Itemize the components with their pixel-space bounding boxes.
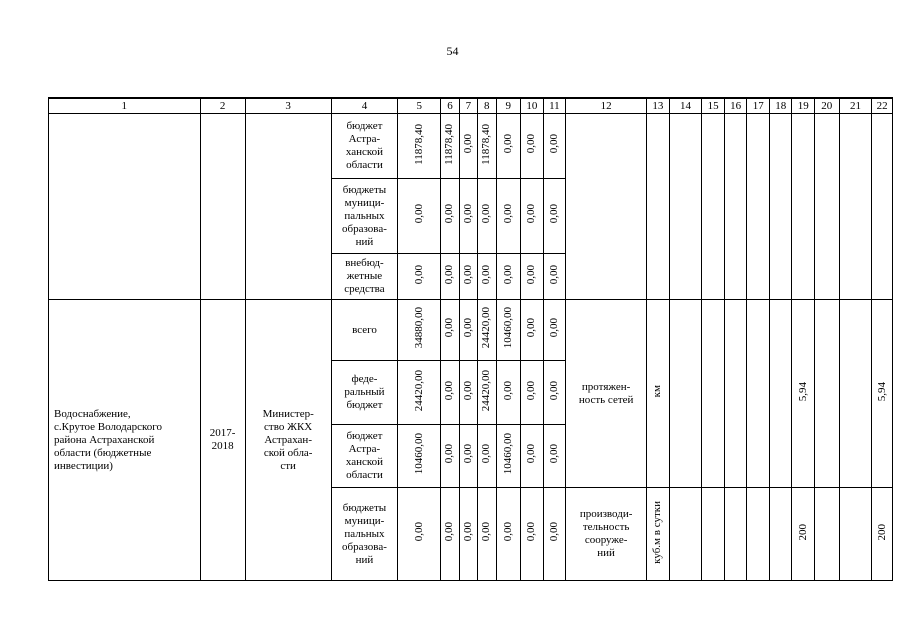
vertical-value: 34880,00 bbox=[412, 307, 425, 349]
source-cell bbox=[331, 425, 398, 488]
text-line: ральный bbox=[344, 386, 385, 398]
indicator-value-col19 bbox=[792, 488, 815, 581]
vertical-value: 0,00 bbox=[443, 444, 456, 464]
vertical-value: 0,00 bbox=[501, 264, 514, 285]
value-cell-col7 bbox=[459, 425, 477, 488]
text-line: муници- bbox=[344, 196, 385, 209]
empty-cell-col18 bbox=[769, 114, 792, 300]
indicator-empty-col14 bbox=[669, 488, 702, 581]
value-cell-col6 bbox=[441, 179, 459, 254]
text-line: района Астраханской bbox=[54, 433, 155, 446]
column-number-17: 17 bbox=[747, 98, 770, 114]
text-line: внебюд- bbox=[345, 257, 384, 269]
value-cell-col6 bbox=[441, 425, 459, 488]
empty-cell-col19 bbox=[792, 114, 815, 300]
vertical-value: 0,00 bbox=[525, 204, 538, 224]
text-line: образова- bbox=[342, 222, 387, 235]
value-cell-col5 bbox=[398, 425, 441, 488]
indicator-unit-cell bbox=[647, 300, 670, 488]
indicator-unit-cell bbox=[647, 488, 670, 581]
text-line: тельность bbox=[582, 521, 630, 533]
vertical-value: 0,00 bbox=[525, 134, 538, 154]
vertical-value: 0,00 bbox=[461, 204, 474, 224]
text-line: ханской bbox=[345, 456, 384, 468]
text-line: бюджет bbox=[346, 120, 383, 132]
vertical-value: 200 bbox=[796, 523, 809, 541]
column-number-5: 5 bbox=[398, 98, 441, 114]
value-cell-col9 bbox=[496, 488, 521, 581]
text-line: Астра- bbox=[348, 133, 381, 145]
empty-cell-col20 bbox=[815, 114, 840, 300]
value-cell-col5 bbox=[398, 114, 441, 179]
value-cell-col7 bbox=[459, 361, 477, 425]
value-cell-col6 bbox=[441, 300, 459, 361]
text-line: образова- bbox=[342, 540, 387, 553]
source-cell bbox=[331, 300, 398, 361]
column-number-4: 4 bbox=[331, 98, 398, 114]
text-line: жетные bbox=[346, 270, 383, 282]
value-cell-col11 bbox=[543, 488, 566, 581]
text-line: ний bbox=[597, 547, 615, 559]
column-number-9: 9 bbox=[496, 98, 521, 114]
vertical-value: 5,94 bbox=[796, 381, 809, 402]
value-cell-col8 bbox=[478, 361, 496, 425]
vertical-value: 0,00 bbox=[547, 380, 560, 401]
table-row bbox=[49, 114, 893, 179]
vertical-value: 0,00 bbox=[525, 522, 538, 542]
column-number-1: 1 bbox=[49, 98, 201, 114]
vertical-value: 11878,40 bbox=[480, 123, 493, 165]
vertical-value: 0,00 bbox=[461, 318, 474, 338]
column-number-row bbox=[49, 98, 893, 114]
vertical-value: 24420,00 bbox=[480, 369, 493, 412]
vertical-value: 0,00 bbox=[501, 380, 514, 401]
vertical-value: 0,00 bbox=[443, 522, 456, 542]
indicator-empty-col14 bbox=[669, 300, 702, 488]
vertical-value: 10460,00 bbox=[412, 433, 425, 475]
text-line: протяжен- bbox=[581, 380, 631, 393]
text-line: ний bbox=[355, 553, 374, 566]
value-cell-col6 bbox=[441, 114, 459, 179]
text-line: Водоснабжение, bbox=[54, 407, 131, 420]
value-cell-col11 bbox=[543, 114, 566, 179]
vertical-value: 0,00 bbox=[412, 522, 425, 542]
value-cell-col5 bbox=[398, 254, 441, 300]
text-line: области bbox=[346, 469, 383, 481]
empty-cell-col14 bbox=[669, 114, 702, 300]
indicator-empty-col18 bbox=[769, 488, 792, 581]
text-line: пальных bbox=[344, 209, 385, 222]
text-line: ность сетей bbox=[578, 393, 634, 406]
vertical-value: 0,00 bbox=[461, 264, 474, 285]
vertical-value: 200 bbox=[875, 523, 888, 541]
empty-cell-col13 bbox=[647, 114, 670, 300]
vertical-value: 0,00 bbox=[443, 204, 456, 224]
value-cell-col5 bbox=[398, 488, 441, 581]
text-line: ханской bbox=[345, 146, 384, 158]
value-cell-col6 bbox=[441, 254, 459, 300]
vertical-value: 24420,00 bbox=[480, 307, 493, 349]
source-cell bbox=[331, 254, 398, 300]
column-number-20: 20 bbox=[815, 98, 840, 114]
vertical-value: 0,00 bbox=[501, 522, 514, 542]
value-cell-col9 bbox=[496, 179, 521, 254]
value-cell-col11 bbox=[543, 254, 566, 300]
vertical-value: 11878,40 bbox=[443, 123, 456, 165]
text-line: Астра- bbox=[348, 443, 381, 455]
value-cell-col9 bbox=[496, 114, 521, 179]
text-line: производи- bbox=[579, 508, 633, 520]
value-cell-col11 bbox=[543, 361, 566, 425]
text-line: с.Крутое Володарского bbox=[54, 420, 163, 433]
column-number-15: 15 bbox=[702, 98, 725, 114]
indicator-empty-col17 bbox=[747, 488, 770, 581]
indicator-empty-col16 bbox=[724, 488, 747, 581]
indicator-empty-col15 bbox=[702, 488, 725, 581]
text-line: муници- bbox=[344, 514, 385, 527]
indicator-empty-col20 bbox=[815, 300, 840, 488]
indicator-empty-col18 bbox=[769, 300, 792, 488]
period-cell bbox=[200, 300, 245, 581]
indicator-empty-col21 bbox=[839, 488, 872, 581]
vertical-value: 0,00 bbox=[443, 380, 456, 401]
text-line: средства bbox=[344, 283, 385, 295]
empty-cell-col22 bbox=[872, 114, 893, 300]
vertical-value: 0,00 bbox=[412, 204, 425, 224]
vertical-value: 0,00 bbox=[547, 134, 560, 154]
value-cell-col5 bbox=[398, 361, 441, 425]
vertical-value: км bbox=[651, 385, 664, 398]
vertical-value: 0,00 bbox=[525, 318, 538, 338]
source-cell bbox=[331, 179, 398, 254]
text-line: всего bbox=[352, 323, 377, 336]
text-line: бюджеты bbox=[342, 183, 387, 196]
value-cell-col10 bbox=[521, 254, 544, 300]
indicator-value-col22 bbox=[872, 488, 893, 581]
text-line: Астрахан- bbox=[264, 433, 312, 446]
vertical-value: 0,00 bbox=[547, 318, 560, 338]
value-cell-col8 bbox=[478, 488, 496, 581]
text-line: области (бюджетные bbox=[54, 446, 152, 459]
vertical-value: 0,00 bbox=[501, 204, 514, 224]
source-cell bbox=[331, 361, 398, 425]
indicator-name-cell bbox=[566, 300, 647, 488]
period-cell bbox=[200, 114, 245, 300]
vertical-value: 0,00 bbox=[525, 444, 538, 464]
vertical-value: 11878,40 bbox=[412, 123, 425, 165]
column-number-2: 2 bbox=[200, 98, 245, 114]
value-cell-col9 bbox=[496, 361, 521, 425]
text-line: 2017- bbox=[209, 427, 236, 439]
value-cell-col8 bbox=[478, 114, 496, 179]
column-number-6: 6 bbox=[441, 98, 459, 114]
column-number-3: 3 bbox=[245, 98, 331, 114]
value-cell-col7 bbox=[459, 179, 477, 254]
value-cell-col5 bbox=[398, 300, 441, 361]
column-number-8: 8 bbox=[478, 98, 496, 114]
vertical-value: 24420,00 bbox=[412, 369, 425, 412]
vertical-value: 10460,00 bbox=[501, 307, 514, 349]
vertical-value: 0,00 bbox=[443, 318, 456, 338]
vertical-value: 0,00 bbox=[501, 134, 514, 154]
text-line: инвестиции) bbox=[54, 459, 113, 472]
value-cell-col8 bbox=[478, 179, 496, 254]
value-cell-col9 bbox=[496, 300, 521, 361]
vertical-value: 0,00 bbox=[412, 264, 425, 285]
empty-cell-col15 bbox=[702, 114, 725, 300]
column-number-7: 7 bbox=[459, 98, 477, 114]
indicator-name-cell bbox=[566, 488, 647, 581]
value-cell-col10 bbox=[521, 425, 544, 488]
column-number-13: 13 bbox=[647, 98, 670, 114]
vertical-value: 0,00 bbox=[461, 444, 474, 464]
vertical-value: 0,00 bbox=[480, 204, 493, 224]
vertical-value: 0,00 bbox=[547, 204, 560, 224]
text-line: пальных bbox=[344, 527, 385, 540]
empty-cell-col21 bbox=[839, 114, 872, 300]
value-cell-col11 bbox=[543, 425, 566, 488]
text-line: ской обла- bbox=[263, 446, 313, 459]
value-cell-col6 bbox=[441, 361, 459, 425]
executor-cell bbox=[245, 300, 331, 581]
vertical-value: 0,00 bbox=[461, 380, 474, 401]
vertical-value: 0,00 bbox=[461, 134, 474, 154]
table-row bbox=[49, 300, 893, 361]
value-cell-col11 bbox=[543, 179, 566, 254]
vertical-value: 0,00 bbox=[461, 522, 474, 542]
value-cell-col10 bbox=[521, 179, 544, 254]
vertical-value: 0,00 bbox=[525, 380, 538, 401]
indicator-empty-col20 bbox=[815, 488, 840, 581]
vertical-value: 0,00 bbox=[443, 264, 456, 285]
column-number-18: 18 bbox=[769, 98, 792, 114]
text-line: феде- bbox=[351, 373, 378, 385]
vertical-value: 0,00 bbox=[547, 264, 560, 285]
value-cell-col8 bbox=[478, 254, 496, 300]
object-name-cell bbox=[49, 300, 201, 581]
text-line: бюджет bbox=[346, 399, 383, 411]
text-line: бюджеты bbox=[342, 501, 387, 514]
column-number-12: 12 bbox=[566, 98, 647, 114]
program-table bbox=[48, 97, 893, 581]
value-cell-col9 bbox=[496, 425, 521, 488]
indicator-empty-col16 bbox=[724, 300, 747, 488]
column-number-10: 10 bbox=[521, 98, 544, 114]
value-cell-col7 bbox=[459, 114, 477, 179]
value-cell-col10 bbox=[521, 488, 544, 581]
value-cell-col5 bbox=[398, 179, 441, 254]
table-body bbox=[49, 114, 893, 581]
text-line: ство ЖКХ bbox=[264, 420, 313, 433]
source-cell bbox=[331, 488, 398, 581]
empty-cell-col12 bbox=[566, 114, 647, 300]
text-line: Министер- bbox=[262, 407, 314, 420]
page-number: 54 bbox=[446, 44, 459, 58]
executor-cell bbox=[245, 114, 331, 300]
value-cell-col7 bbox=[459, 300, 477, 361]
vertical-value: 0,00 bbox=[547, 444, 560, 464]
value-cell-col6 bbox=[441, 488, 459, 581]
empty-cell-col16 bbox=[724, 114, 747, 300]
text-line: ний bbox=[355, 235, 374, 248]
column-number-14: 14 bbox=[669, 98, 702, 114]
text-line: 2018 bbox=[211, 440, 234, 452]
vertical-value: 0,00 bbox=[480, 264, 493, 285]
value-cell-col10 bbox=[521, 361, 544, 425]
column-number-22: 22 bbox=[872, 98, 893, 114]
vertical-value: 0,00 bbox=[480, 522, 493, 542]
indicator-empty-col21 bbox=[839, 300, 872, 488]
empty-cell-col17 bbox=[747, 114, 770, 300]
value-cell-col7 bbox=[459, 254, 477, 300]
text-line: бюджет bbox=[346, 430, 383, 442]
vertical-value: 0,00 bbox=[480, 444, 493, 464]
column-number-11: 11 bbox=[543, 98, 566, 114]
column-number-16: 16 bbox=[724, 98, 747, 114]
text-line: сти bbox=[280, 459, 296, 472]
vertical-value: 10460,00 bbox=[501, 433, 514, 475]
indicator-value-col22 bbox=[872, 300, 893, 488]
column-number-21: 21 bbox=[839, 98, 872, 114]
value-cell-col10 bbox=[521, 114, 544, 179]
indicator-value-col19 bbox=[792, 300, 815, 488]
vertical-value: 5,94 bbox=[875, 381, 888, 402]
value-cell-col9 bbox=[496, 254, 521, 300]
source-cell bbox=[331, 114, 398, 179]
value-cell-col11 bbox=[543, 300, 566, 361]
vertical-value: 0,00 bbox=[547, 522, 560, 542]
value-cell-col10 bbox=[521, 300, 544, 361]
value-cell-col7 bbox=[459, 488, 477, 581]
object-cell bbox=[49, 114, 201, 300]
text-line: сооруже- bbox=[584, 534, 628, 546]
value-cell-col8 bbox=[478, 300, 496, 361]
value-cell-col8 bbox=[478, 425, 496, 488]
column-number-19: 19 bbox=[792, 98, 815, 114]
vertical-value: 0,00 bbox=[525, 264, 538, 285]
indicator-empty-col15 bbox=[702, 300, 725, 488]
text-line: области bbox=[346, 159, 383, 171]
indicator-empty-col17 bbox=[747, 300, 770, 488]
vertical-value: куб.м в сутки bbox=[651, 500, 664, 564]
